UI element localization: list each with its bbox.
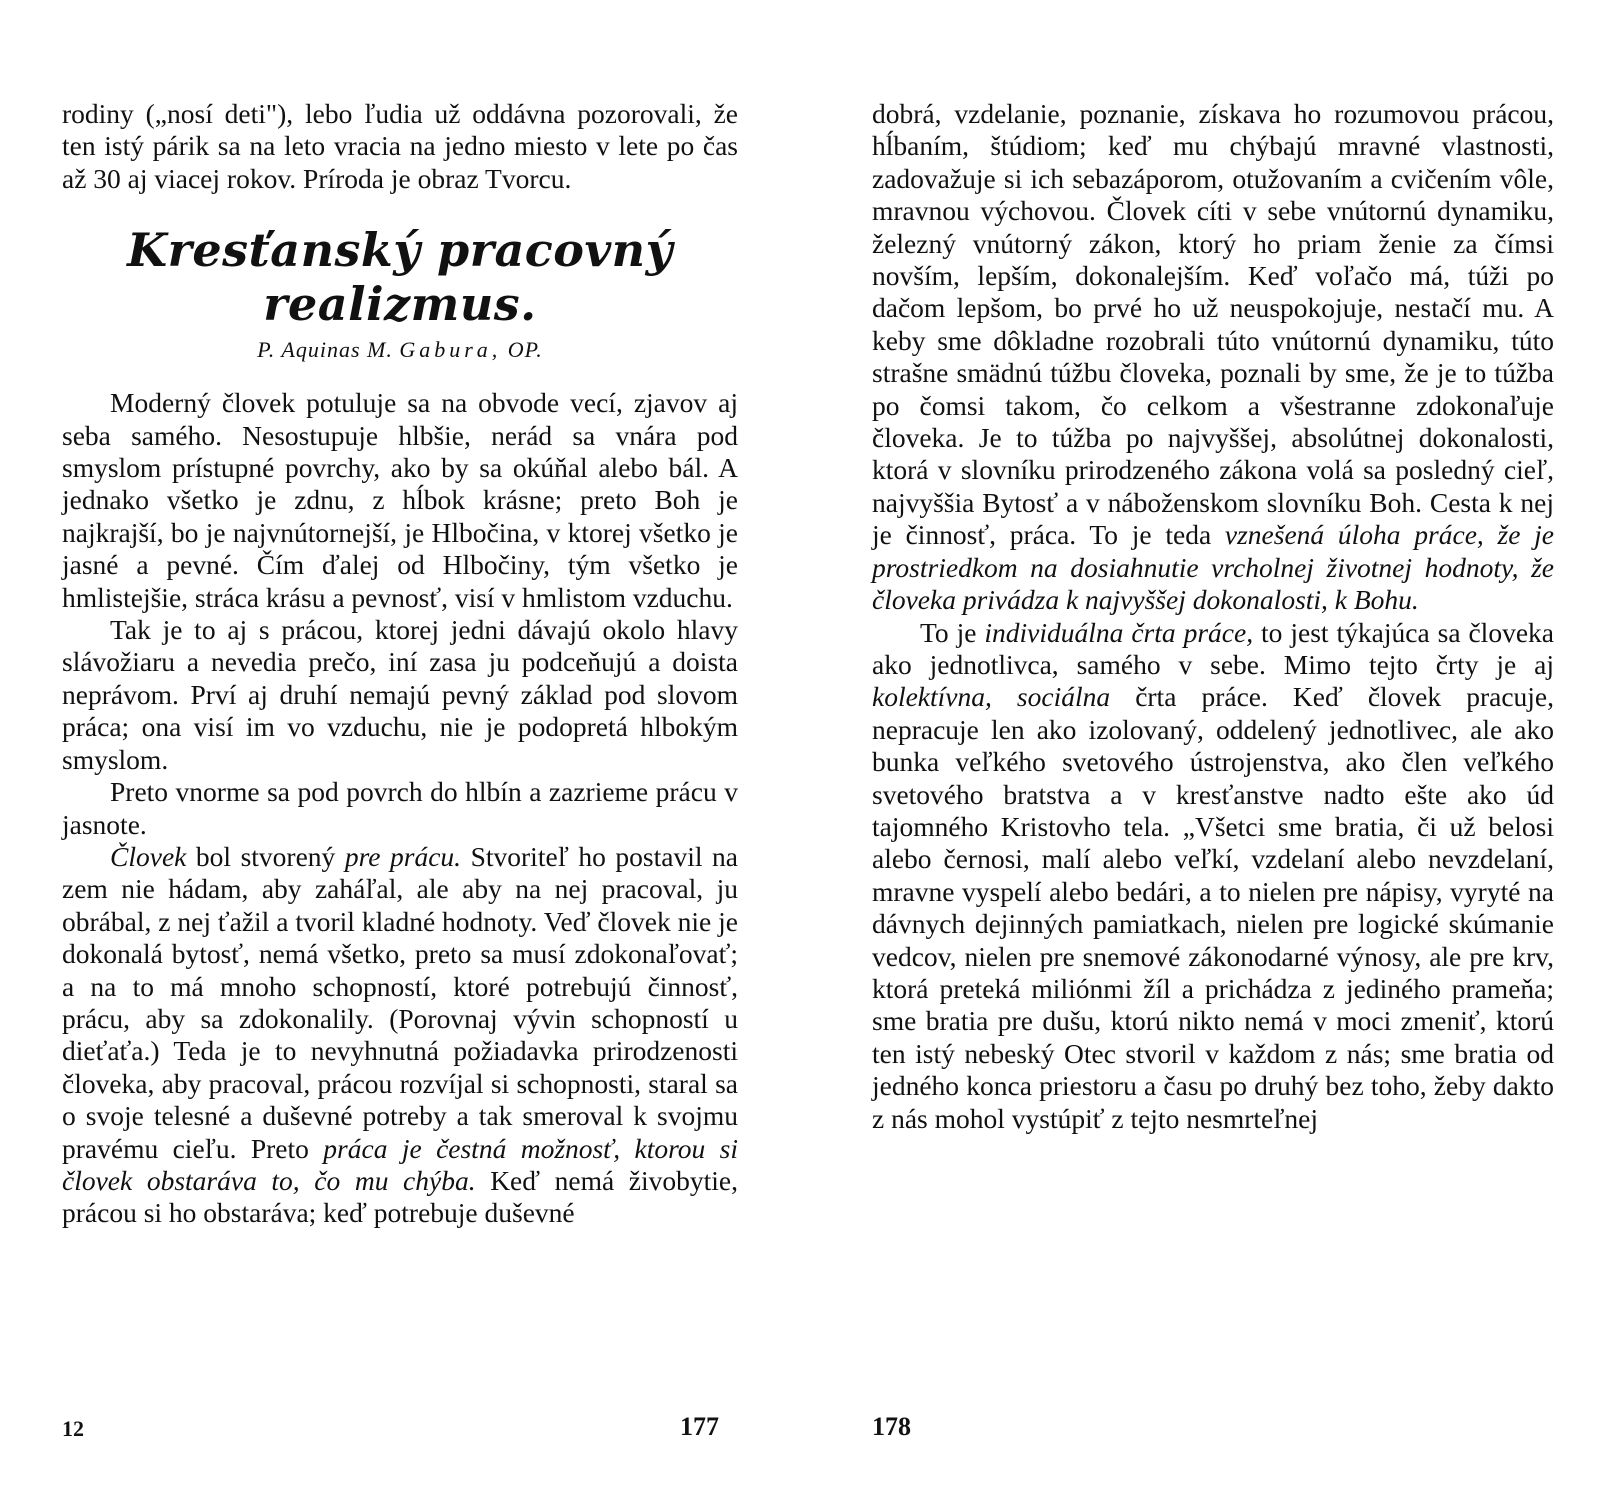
emphasis: pre prácu.: [344, 840, 462, 872]
text-run: Stvoriteľ ho postavil na zem nie hádam, aby zaháľal, ale aby na nej pracoval, ju obrábal, z nej ťažil a tvoril kladné hodnoty. Veď človek nie je dokonalá bytosť, nemá všetko, preto sa musí zdokonaľovať; a na to má mnoho schopností, ktoré potrebujú činnosť, prácu, aby sa zdokonalily. (Porovnaj vývin schopností u dieťaťa.) Teda je to nevyhnutná požiadavka prirodzenosti človeka, aby pracoval, prácou rozvíjal si schopnosti, staral sa o svoje telesné a duševné potreby a tak smeroval k svojmu pravému cieľu. Preto: [62, 840, 738, 1164]
emphasis: kolektívna, sociálna: [872, 681, 1111, 713]
paragraph: [872, 617, 1554, 1136]
paragraph: Moderný človek potuluje sa na obvode vecí, zjavov aj seba samého. Nesostupuje hlbšie, nerád sa vnára pod smyslom prístupné povrchy, ako by sa okúňal alebo bál. A jednako všetko je zdnu, z hĺbok krásne; preto Boh je najkrajší, bo je najvnútornejší, je Hlbočina, v ktorej všetko je jasné a pevné. Čím ďalej od Hlbočiny, tým všetko je hmlistejšie, stráca krásu a pevnosť, visí v hmlistom vzduchu.: [62, 387, 738, 613]
text-run: to jest týkajúca sa človeka ako jednotlivca, samého v sebe. Mimo tejto črty je aj: [872, 616, 1554, 680]
paragraph: Preto vnorme sa pod povrch do hlbín a zazrieme prácu v jasnote.: [62, 776, 738, 840]
signature-mark: 12: [62, 1416, 84, 1441]
emphasis: vznešená úloha práce, že je prostriedkom na dosiahnutie vrcholnej životnej hodnoty, že človeka privádza k najvyššej dokonalosti, k Bohu.: [872, 519, 1555, 616]
paragraph: Tak je to aj s prácou, ktorej jedni dávajú okolo hlavy slávožiaru a nevedia prečo, iní zasa ju podceňujú a doista neprávom. Prví aj druhí nemajú pevný základ pod slovom práca; ona visí im vo vzduchu, nie je podopretá hlbokým smyslom.: [62, 614, 738, 775]
left-text-column: [62, 98, 738, 1230]
author-surname: Gabura,: [399, 337, 502, 363]
author-order: OP.: [507, 337, 543, 363]
right-page: [802, 0, 1604, 1500]
emphasis: práca je čestná možnosť, ktorou si človek obstaráva to, čo mu chýba.: [62, 1132, 738, 1196]
article-author: [62, 335, 738, 365]
author-name-part: P. Aquinas M.: [257, 337, 393, 363]
emphasis: individuálna črta práce,: [984, 616, 1254, 648]
text-run: bol stvorený: [186, 840, 345, 872]
paragraph: rodiny („nosí deti"), lebo ľudia už oddávna pozorovali, že ten istý párik sa na leto vracia na jedno miesto v lete po čas až 30 aj viacej rokov. Príroda je obraz Tvorcu.: [62, 98, 738, 194]
article-title: Kresťanský pracovný realizmus.: [127, 223, 673, 332]
page-number: 178: [872, 1412, 911, 1441]
right-text-column: [872, 98, 1554, 1135]
text-run: Keď nemá živobytie, prácou si ho obstaráva; keď potrebuje duševné: [62, 1164, 738, 1229]
text-run: dobrá, vzdelanie, poznanie, získava ho rozumovou prácou, hĺbaním, štúdiom; keď mu chýbajú mravné vlastnosti, zadovažuje si ich sebazáporom, otužovaním a cvičením vôle, mravnou výchovou. Človek cíti v sebe vnútornú dynamiku, železný vnútorný zákon, ktorý ho priam ženie za čímsi novším, lepším, dokonalejším. Keď voľačo má, túži po dačom lepšom, bo prvé ho už neuspokojuje, nestačí mu. A keby sme dôkladne rozobrali túto vnútornú dynamiku, túto strašne smädnú túžbu človeka, poznali by sme, že je to túžba po čomsi takom, čo celkom a všestranne zdokonaľuje človeka. Je to túžba po najvyššej, absolútnej dokonalosti, ktorá v slovníku prirodzeného zákona volá sa posledný cieľ, najvyššia Bytosť a v náboženskom slovníku Boh. Cesta k nej je činnosť, práca. To je teda: [872, 98, 1554, 551]
page-number: 177: [680, 1412, 719, 1441]
paragraph: [62, 841, 738, 1230]
paragraph: [872, 98, 1554, 617]
text-run: črta práce. Keď človek pracuje, nepracuje len ako izolovaný, oddelený jednotlivec, ale ako bunka veľkého svetového ústrojenstva, ako člen veľkého svetového bratstva a v kresťanstve nadto ešte ako úd tajomného Kristovho tela. „Všetci sme bratia, či už belosi alebo černosi, malí alebo veľkí, vzdelaní alebo nevzdelaní, mravne vyspelí alebo bedári, a to nielen pre nápisy, vyryté na dávnych dejinných pamiatkach, nielen pre logické skúmanie vedcov, nielen pre snemové zákonodarné výnosy, ale pre krv, ktorá preteká miliónmi žíl a prichádza z jediného prameňa; sme bratia pre dušu, ktorú nikto nemá v moci zmeniť, ktorú ten istý nebeský Otec stvoril v každom z nás; sme bratia od jedného konca priestoru a času po druhý bez toho, žeby dakto z nás mohol vystúpiť z tejto nesmrteľnej: [872, 681, 1554, 1134]
text-run: To je: [920, 616, 985, 648]
emphasis: Človek: [110, 840, 187, 872]
